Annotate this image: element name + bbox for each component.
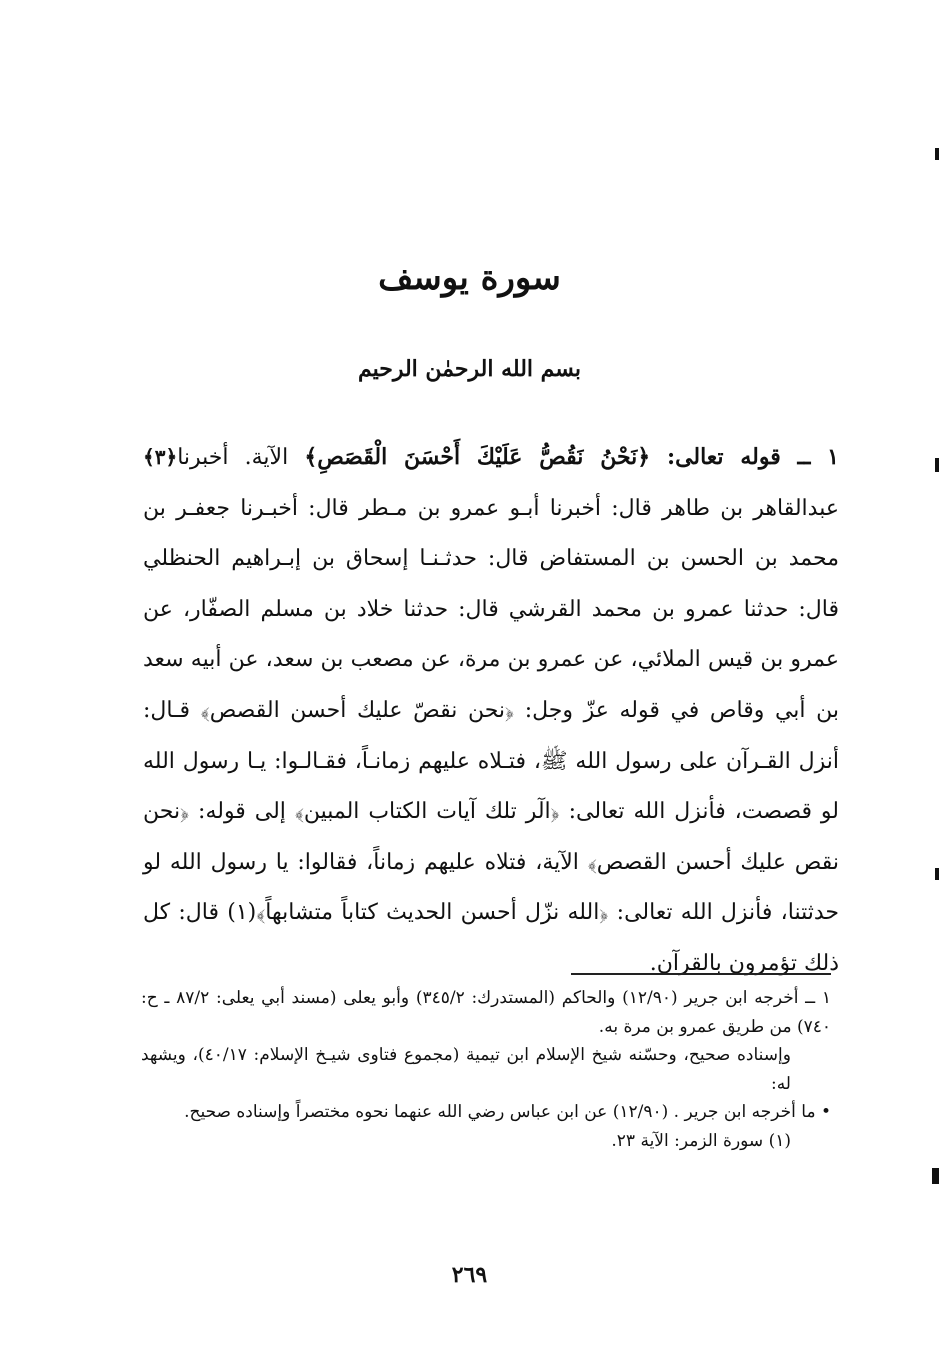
footnote-1-witness: • ما أخرجه ابن جرير . (١٢/٩٠) عن ابن عباس رضي الله عنهما نحوه مختصراً وإسناده صحيح.: [184, 1102, 831, 1122]
surah-title: سورة يوسف: [378, 258, 561, 298]
scan-edge-mark: [935, 458, 939, 472]
entry-lead: ١ ــ قوله تعالى: ﴿نَحْنُ نَقُصُّ عَلَيْكَ أَحْسَنَ الْقَصَصِ﴾: [304, 444, 839, 470]
footnote-divider: [571, 973, 831, 975]
scan-edge-mark: [935, 148, 939, 160]
footnote-1-grading: وإسناده صحيح، وحسّنه شيخ الإسلام ابن تيمية (مجموع فتاوى شيـخ الإسلام: ٤٠/١٧)، ويشهد له:: [141, 1045, 791, 1094]
footnote-1: ١ ــ أخرجه ابن جرير (١٢/٩٠) والحاكم (المستدرك: ٣٤٥/٢) وأبو يعلى (مسند أبي يعلى: ٨٧/٢ ـ ح: ٧٤٠) من طريق عمرو بن مرة به.: [141, 988, 831, 1037]
footnotes: [141, 984, 831, 1155]
verse-number: ﴿٣﴾: [143, 445, 178, 469]
footnote-verse-reference: (١) سورة الزمر: الآية ٢٣.: [611, 1130, 791, 1151]
page-number: ٢٦٩: [451, 1262, 488, 1288]
scan-edge-mark: [935, 868, 939, 880]
basmala: بسم الله الرحمٰن الرحيم: [357, 356, 582, 382]
scan-edge-mark: [932, 1168, 939, 1184]
entry-body: الآية. أخبرنا عبدالقاهر بن طاهر قال: أخبرنا أبـو عمرو بن مـطر قال: أخبـرنا جعفـر بن محمد بن الحسن بن المستفاض قال: حدثـنـا إسحاق بن إبـراهيم الحنظلي قال: حدثنا عمرو بن محمد القرشي قال: حدثنا خلاد بن مسلم الصفّار، عن عمرو بن قيس الملائي، عن عمرو بن مرة، عن مصعب بن سعد، عن أبيه سعد بن أبي وقاص في قوله عزّ وجل: ﴿نحن نقصّ عليك أحسن القصص﴾ قـال: أنزل القـرآن على رسول الله ﷺ، فتـلاه عليهم زمانـاً، فقـالـوا: يـا رسول الله لو قصصت، فأنزل الله تعالى: ﴿الٓر تلك آيات الكتاب المبين﴾ إلى قوله: ﴿نحن نقص عليك أحسن القصص﴾ الآية، فتلاه عليهم زماناً، فقالوا: يا رسول الله لو حدثتنا، فأنزل الله تعالى: ﴿الله نزّل أحسن الحديث كتاباً متشابهاً﴾(١) قال: كل ذلك تؤمرون بالقرآن.: [143, 445, 839, 976]
main-text: [143, 432, 839, 990]
